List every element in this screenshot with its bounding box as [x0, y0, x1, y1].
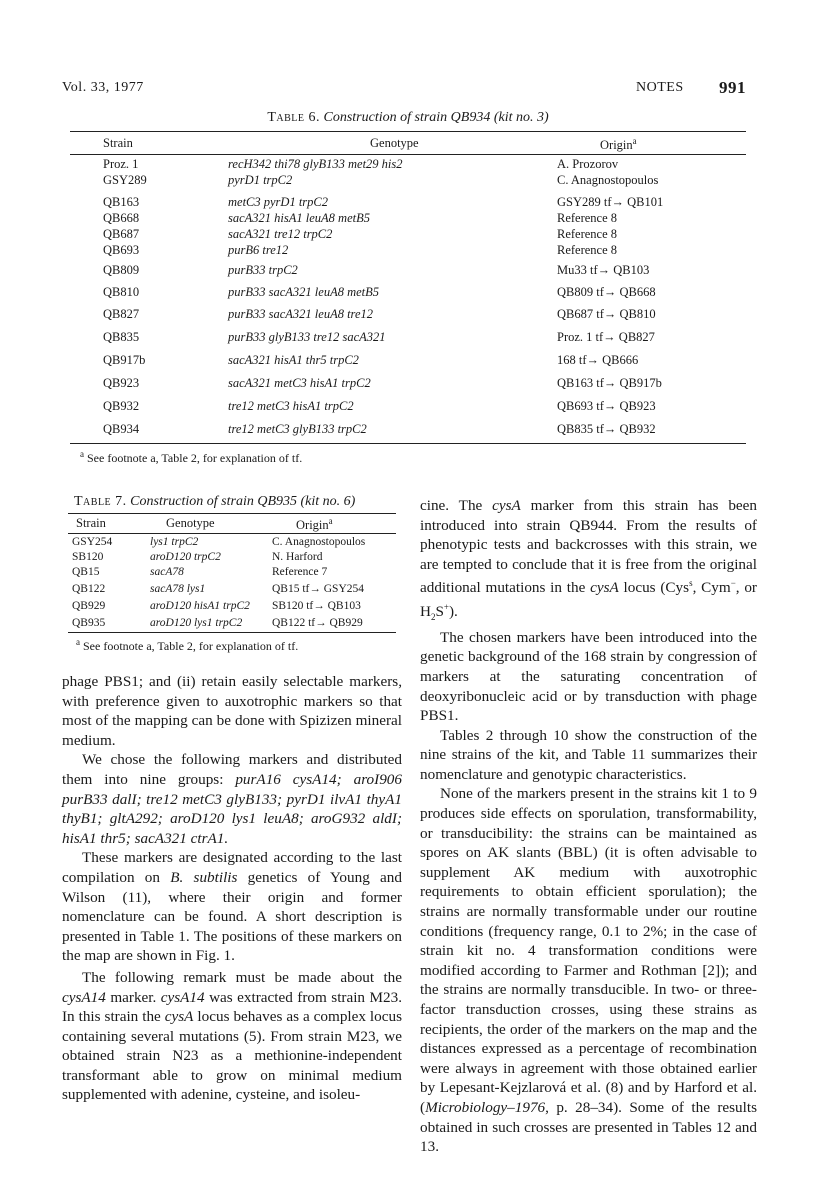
- page-number: 991: [719, 78, 746, 97]
- table7-header-strain: Strain: [76, 516, 106, 530]
- table-row: [0, 195, 816, 211]
- genotype-cell: purB33 glyB133 tre12 sacA321: [228, 330, 386, 344]
- genotype-cell: purB33 sacA321 leuA8 metB5: [228, 285, 380, 299]
- table7-header-rule: [68, 533, 396, 534]
- table-row: [0, 285, 816, 301]
- genotype-cell: tre12 metC3 hisA1 trpC2: [228, 399, 354, 413]
- right-para-3: Tables 2 through 10 show the construction of the nine strains of the kit, and Table 11 summarizes their nomenclature and genotypic characteristics.: [420, 726, 757, 783]
- table-row: [0, 422, 816, 438]
- table6-header-strain: Strain: [103, 136, 133, 150]
- strain-cell: QB693: [103, 243, 140, 257]
- table-row: [0, 211, 816, 227]
- table6-bottom-rule: [70, 443, 746, 444]
- origin-cell: QB693 tf→ QB923: [557, 399, 656, 413]
- genotype-cell: sacA321 metC3 hisA1 trpC2: [228, 376, 371, 390]
- table-row: [0, 330, 816, 346]
- left-para-3: These markers are designated according to the last compilation on B. subtilis genetics of Young and Wilson (11), where their origin and former nomenclature can be found. A short description is presented in Table 1. The positions of these markers on the map are shown in Fig. 1.: [62, 849, 402, 965]
- left-column: [62, 672, 402, 1105]
- strain-cell: GSY254: [72, 536, 113, 548]
- genotype-cell: sacA78: [150, 566, 184, 578]
- table6-header-genotype: Genotype: [370, 136, 419, 150]
- genotype-cell: aroD120 trpC2: [150, 551, 221, 563]
- genotype-cell: recH342 thi78 glyB133 met29 his2: [228, 157, 403, 171]
- table6-header-rule: [70, 154, 746, 155]
- genotype-cell: aroD120 lys1 trpC2: [150, 617, 243, 629]
- table-row: [0, 263, 816, 279]
- genotype-cell: metC3 pyrD1 trpC2: [228, 195, 328, 209]
- strain-cell: Proz. 1: [103, 157, 139, 171]
- strain-cell: QB122: [72, 583, 106, 595]
- genotype-cell: sacA321 hisA1 leuA8 metB5: [228, 211, 370, 225]
- genotype-cell: lys1 trpC2: [150, 536, 199, 548]
- table-row: [0, 227, 816, 243]
- running-head-section: NOTES: [636, 80, 684, 95]
- strain-cell: QB163: [103, 195, 140, 209]
- table-row: [0, 243, 816, 259]
- origin-cell: Reference 8: [557, 243, 618, 257]
- origin-cell: Reference 7: [272, 566, 328, 578]
- table7-top-rule: [68, 513, 396, 514]
- table7-footnote: $^a$ See footnote a, Table 2, for explanation of tf.: [76, 637, 299, 653]
- strain-cell: QB15: [72, 566, 100, 578]
- strain-cell: QB668: [103, 211, 140, 225]
- table-row: [0, 399, 816, 415]
- origin-cell: QB15 tf→ GSY254: [272, 583, 365, 595]
- origin-cell: QB809 tf→ QB668: [557, 285, 656, 299]
- origin-cell: Proz. 1 tf→ QB827: [557, 330, 655, 344]
- genotype-cell: purB6 tre12: [228, 243, 289, 257]
- right-para-1: cine. The cysA marker from this strain has been introduced into strain QB944. From the results of phenotypic tests and backcrosses with this strain, we are tempted to conclude that it is free from the original additional mutations in the cysA locus (Cys$^s$, Cym−, or $H_2S^+$).: [420, 497, 757, 623]
- strain-cell: QB687: [103, 227, 140, 241]
- table6-footnote: $^a$ See footnote a, Table 2, for explanation of tf.: [80, 449, 303, 465]
- strain-cell: QB835: [103, 330, 140, 344]
- table-row: [0, 376, 816, 392]
- table7-bottom-rule: [68, 632, 396, 633]
- genotype-cell: purB33 trpC2: [228, 263, 298, 277]
- origin-cell: A. Prozorov: [557, 157, 619, 171]
- genotype-cell: aroD120 hisA1 trpC2: [150, 600, 250, 612]
- strain-cell: GSY289: [103, 173, 147, 187]
- origin-cell: QB163 tf→ QB917b: [557, 376, 662, 390]
- table-row: [0, 157, 816, 173]
- origin-cell: C. Anagnostopoulos: [557, 173, 659, 187]
- left-para-1: phage PBS1; and (ii) retain easily selectable markers, with preference given to auxotrophic markers so that most of the mapping can be done with Spizizen mineral medium.: [62, 673, 402, 749]
- strain-cell: QB935: [72, 617, 106, 629]
- table7-caption: Table 7. Construction of strain QB935 (kit no. 6): [74, 494, 356, 509]
- genotype-cell: sacA321 tre12 trpC2: [228, 227, 333, 241]
- origin-cell: N. Harford: [272, 551, 323, 563]
- table6-caption: Table 6. Construction of strain QB934 (kit no. 3): [267, 110, 549, 125]
- origin-cell: QB687 tf→ QB810: [557, 307, 656, 321]
- strain-cell: QB923: [103, 376, 140, 390]
- table7-header-genotype: Genotype: [166, 516, 215, 530]
- origin-cell: Mu33 tf→ QB103: [557, 263, 650, 277]
- left-para-2: We chose the following markers and distributed them into nine groups: purA16 cysA14; aroI906 purB33 dalI; tre12 metC3 glyB133; pyrD1 ilvA1 thyA1 thyB1; gltA292; aroD120 lys1 leuA8; aroG932 aldI; hisA1 thr5; sacA321 ctrA1.: [62, 751, 402, 847]
- left-para-4: The following remark must be made about the cysA14 marker. cysA14 was extracted from strain M23. In this strain the cysA locus behaves as a complex locus containing several mutations (5). From strain M23, we obtained strain N23 as a methionine-independent transformant able to grow on minimal medium supplemented with adenine, cysteine, and isoleu-: [62, 968, 402, 1104]
- origin-cell: Reference 8: [557, 227, 618, 241]
- strain-cell: QB934: [103, 422, 140, 436]
- right-para-2: The chosen markers have been introduced into the genetic background of the 168 strain by congression of markers at the saturating concentration of deoxyribonucleic acid or by transduction with phage PBS1.: [420, 628, 757, 725]
- genotype-cell: tre12 metC3 glyB133 trpC2: [228, 422, 367, 436]
- origin-cell: 168 tf→ QB666: [557, 353, 639, 367]
- running-head-volume: Vol. 33, 1977: [62, 80, 144, 95]
- origin-cell: C. Anagnostopoulos: [272, 536, 366, 548]
- strain-cell: QB827: [103, 307, 140, 321]
- strain-cell: QB809: [103, 263, 140, 277]
- genotype-cell: sacA321 hisA1 thr5 trpC2: [228, 353, 359, 367]
- table6-top-rule: [70, 131, 746, 132]
- strain-cell: SB120: [72, 551, 104, 563]
- origin-cell: GSY289 tf→ QB101: [557, 195, 664, 209]
- genotype-cell: sacA78 lys1: [150, 583, 206, 595]
- strain-cell: QB917b: [103, 353, 146, 367]
- origin-cell: QB122 tf→ QB929: [272, 617, 363, 629]
- table-row: [0, 353, 816, 369]
- strain-cell: QB932: [103, 399, 140, 413]
- origin-cell: SB120 tf→ QB103: [272, 600, 361, 612]
- strain-cell: QB929: [72, 600, 106, 612]
- strain-cell: QB810: [103, 285, 140, 299]
- right-para-4: None of the markers present in the strains kit 1 to 9 produces side effects on sporulation, transformability, or transducibility: the strains can be maintained as spores on AK slants (BBL) (it is often advisable to supplement AK medium with auxotrophic requirements to obtain efficient sporulation); the strains are normally transformable under our routine conditions (frequency range, 0.1 to 2%; in the case of strain kit no. 4 transformation conditions were modified according to Farmer and Rothman [2]); and the strains are normally transducible. In two- or three-factor transduction crosses, using these strains as recipients, the order of the markers on the map and the distances expressed as a percentage of recombination were always in agreement with those obtained earlier by Lepesant-Kejzlarová et al. (8) and by Harford et al. (Microbiology–1976, p. 28–34). Some of the results obtained in such crosses are presented in Tables 12 and 13.: [420, 785, 757, 1156]
- origin-cell: Reference 8: [557, 211, 618, 225]
- right-column: [420, 496, 757, 1157]
- table6-header-origin: Origin$^a$: [600, 136, 637, 153]
- table-row: [0, 173, 816, 189]
- genotype-cell: pyrD1 trpC2: [228, 173, 293, 187]
- origin-cell: QB835 tf→ QB932: [557, 422, 656, 436]
- table7-header-origin: Origin$^a$: [296, 516, 333, 533]
- table-row: [0, 307, 816, 323]
- genotype-cell: purB33 sacA321 leuA8 tre12: [228, 307, 374, 321]
